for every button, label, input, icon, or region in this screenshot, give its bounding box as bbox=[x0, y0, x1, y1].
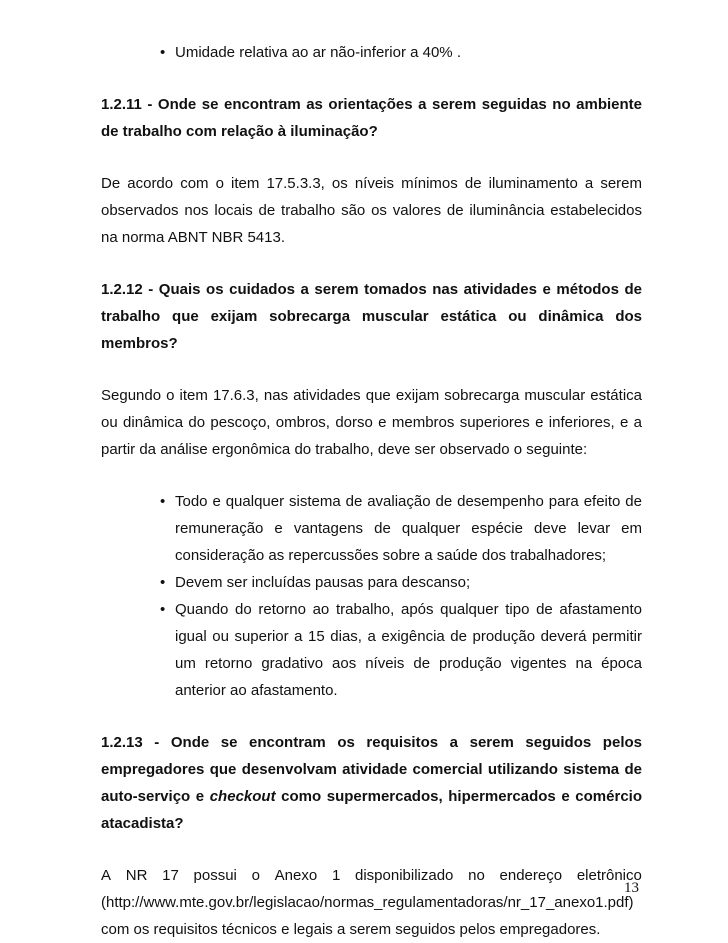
list-item bbox=[160, 569, 642, 596]
section-paragraph-1-2-11: De acordo com o item 17.5.3.3, os níveis mínimos de iluminamento a serem observados nos locais de trabalho são os valores de iluminância estabelecidos na norma ABNT NBR 5413. bbox=[101, 175, 642, 246]
list-item bbox=[160, 596, 642, 704]
word: no bbox=[468, 867, 485, 884]
section-heading-1-2-11: 1.2.11 - Onde se encontram as orientações a serem seguidas no ambiente de trabalho com relação à iluminação? bbox=[101, 96, 642, 140]
list-item-text: Quando do retorno ao trabalho, após qualquer tipo de afastamento igual ou superior a 15 dias, a exigência de produção deverá permitir um retorno gradativo aos níveis de produção vigentes na época anterior ao afastamento. bbox=[175, 601, 642, 699]
cuidados-bullet-list bbox=[101, 488, 642, 704]
list-item bbox=[160, 488, 642, 569]
word: A bbox=[101, 867, 112, 884]
word: o bbox=[251, 867, 260, 884]
bullet-icon: • bbox=[160, 493, 166, 510]
word: eletrônico bbox=[576, 867, 642, 884]
page-number: 13 bbox=[624, 880, 639, 896]
word: 1 bbox=[331, 867, 341, 884]
heading-text-suffix: como supermercados, hipermercados e comércio atacadista? bbox=[101, 788, 642, 832]
section-heading-1-2-12: 1.2.12 - Quais os cuidados a serem tomados nas atividades e métodos de trabalho que exijam sobrecarga muscular estática ou dinâmica dos membros? bbox=[101, 281, 642, 352]
word: 17 bbox=[162, 867, 179, 884]
bullet-icon: • bbox=[160, 574, 166, 591]
paragraph-line-1 bbox=[101, 862, 642, 889]
top-bullet-item bbox=[160, 39, 642, 66]
word: Anexo bbox=[274, 867, 318, 884]
paragraph-url: (http://www.mte.gov.br/legislacao/normas_regulamentadoras/nr_17_anexo1.pdf) bbox=[101, 894, 634, 911]
bullet-icon: • bbox=[160, 601, 166, 618]
word: endereço bbox=[499, 867, 563, 884]
word: NR bbox=[125, 867, 148, 884]
list-item-text: Todo e qualquer sistema de avaliação de desempenho para efeito de remuneração e vantagens de qualquer espécie deve levar em consideração as repercussões sobre a saúde dos trabalhadores; bbox=[175, 493, 642, 564]
paragraph-line-3: com os requisitos técnicos e legais a serem seguidos pelos empregadores. bbox=[101, 921, 601, 938]
word: possui bbox=[193, 867, 237, 884]
section-heading-1-2-13 bbox=[101, 729, 642, 837]
heading-text-prefix: 1.2.13 - Onde se encontram os requisitos a serem seguidos pelos empregadores que desenvolvam atividade comercial utilizando sistema de auto-serviço e bbox=[101, 734, 642, 805]
section-paragraph-1-2-12: Segundo o item 17.6.3, nas atividades que exijam sobrecarga muscular estática ou dinâmica do pescoço, ombros, dorso e membros superiores e inferiores, e a partir da análise ergonômica do trabalho, deve ser observado o seguinte: bbox=[101, 387, 642, 458]
bullet-icon: • bbox=[160, 44, 166, 61]
section-paragraph-1-2-13 bbox=[101, 862, 642, 943]
page-content bbox=[101, 39, 642, 943]
list-item-text: Devem ser incluídas pausas para descanso; bbox=[175, 574, 471, 591]
top-bullet-text: Umidade relativa ao ar não-inferior a 40% . bbox=[175, 44, 461, 61]
heading-text-emphasis: checkout bbox=[209, 788, 276, 805]
word: disponibilizado bbox=[355, 867, 454, 884]
